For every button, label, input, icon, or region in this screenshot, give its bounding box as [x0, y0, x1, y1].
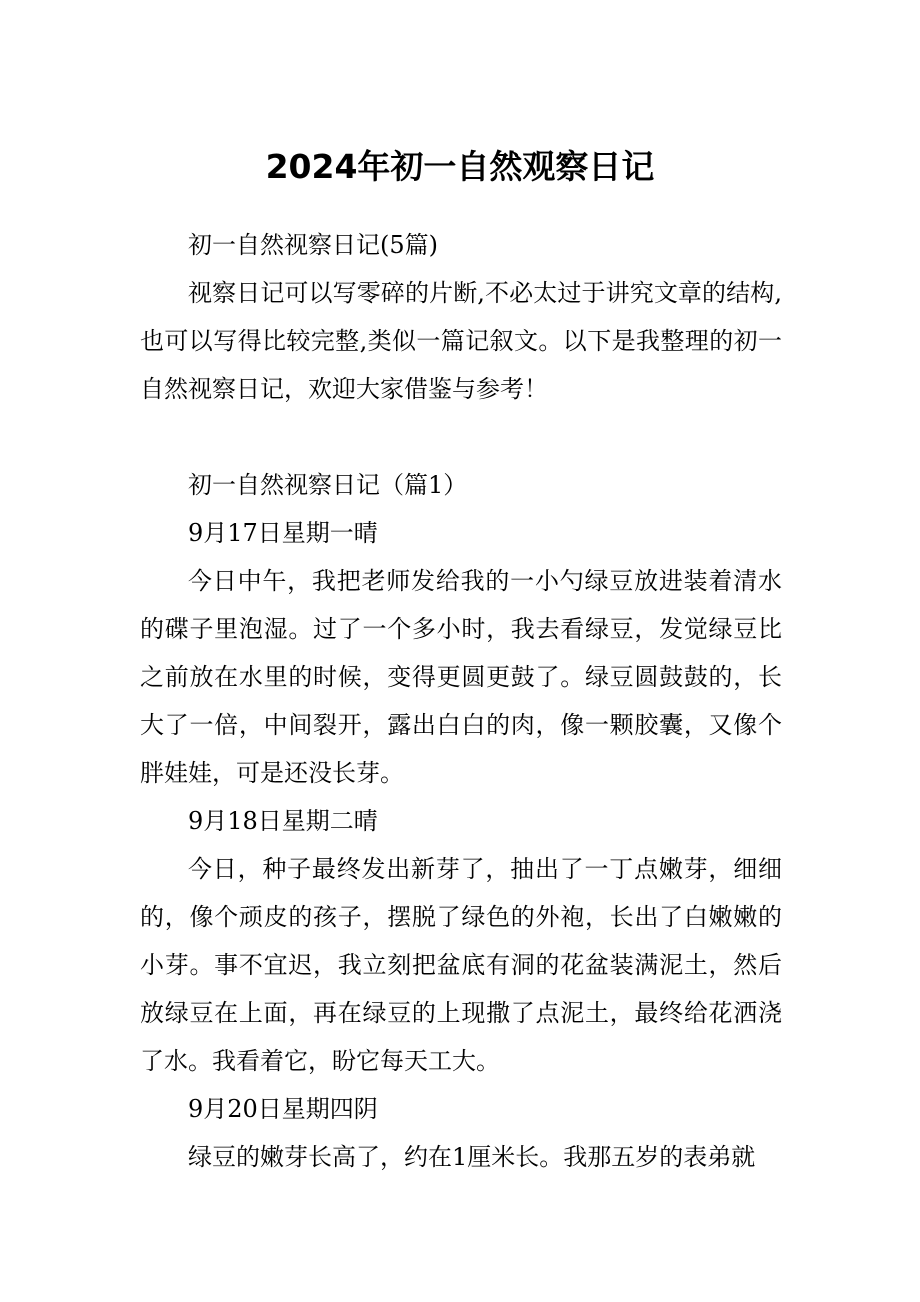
intro-paragraph: 视察日记可以写零碎的片断,不必太过于讲究文章的结构,也可以写得比较完整,类似一篇记叙文。以下是我整理的初一自然视察日记，欢迎大家借鉴与参考！ — [140, 279, 782, 403]
paragraph-gap — [140, 413, 782, 461]
entry-date: 9月20日星期四阴 — [188, 1095, 378, 1123]
entry-paragraph: 绿豆的嫩芽长高了，约在1厘米长。我那五岁的表弟就 — [188, 1143, 756, 1171]
document-title: 2024年初一自然观察日记 — [265, 147, 655, 186]
intro-heading: 初一自然视察日记(5篇) — [188, 231, 438, 259]
entry-date: 9月17日星期一晴 — [188, 519, 378, 547]
section-heading: 初一自然视察日记（篇1） — [188, 471, 468, 499]
entry-date: 9月18日星期二晴 — [188, 807, 378, 835]
document-body — [140, 221, 782, 1181]
entry-paragraph: 今日中午，我把老师发给我的一小勺绿豆放进装着清水的碟子里泡湿。过了一个多小时，我去看绿豆，发觉绿豆比之前放在水里的时候，变得更圆更鼓了。绿豆圆鼓鼓的，长大了一倍，中间裂开，露出白白的肉，像一颗胶囊，又像个胖娃娃，可是还没长芽。 — [140, 567, 782, 787]
entry-paragraph: 今日，种子最终发出新芽了，抽出了一丁点嫩芽，细细的，像个顽皮的孩子，摆脱了绿色的外袍，长出了白嫩嫩的小芽。事不宜迟，我立刻把盆底有洞的花盆装满泥土，然后放绿豆在上面，再在绿豆的上现撒了点泥土，最终给花洒浇了水。我看着它，盼它每天工大。 — [140, 855, 782, 1075]
